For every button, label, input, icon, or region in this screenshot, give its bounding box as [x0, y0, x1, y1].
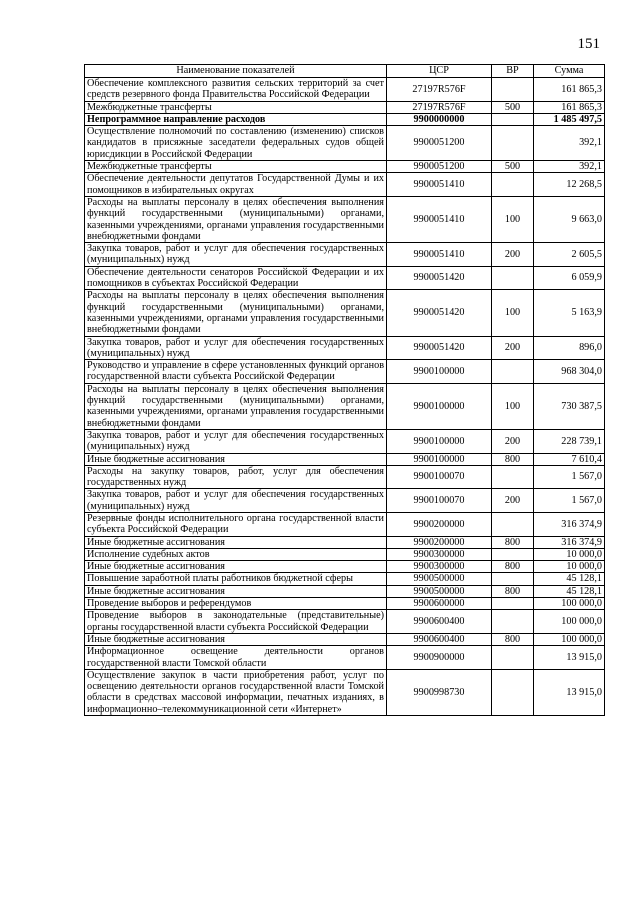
cell-name: Иные бюджетные ассигнования — [85, 561, 387, 573]
cell-vr: 800 — [492, 536, 534, 548]
cell-csr: 9900200000 — [387, 512, 492, 536]
cell-sum: 392,1 — [534, 126, 605, 161]
cell-csr: 9900200000 — [387, 536, 492, 548]
cell-vr — [492, 266, 534, 290]
cell-sum: 10 000,0 — [534, 548, 605, 560]
cell-vr — [492, 113, 534, 125]
cell-csr: 9900100000 — [387, 429, 492, 453]
cell-name: Информационное освещение деятельности органов государственной власти Томской области — [85, 646, 387, 670]
table-row — [85, 598, 605, 610]
cell-sum: 45 128,1 — [534, 585, 605, 597]
cell-vr — [492, 598, 534, 610]
cell-name: Непрограммное направление расходов — [85, 113, 387, 125]
cell-vr — [492, 646, 534, 670]
cell-sum: 392,1 — [534, 161, 605, 173]
table-row — [85, 465, 605, 489]
cell-name: Закупка товаров, работ и услуг для обеспечения государственных (муниципальных) нужд — [85, 429, 387, 453]
cell-csr: 9900000000 — [387, 113, 492, 125]
table-body — [85, 78, 605, 716]
cell-name: Осуществление закупок в части приобретения работ, услуг по освещению деятельности органов государственной власти Томской области в средствах массовой информации, печатных изданиях, в информационно–телекоммуникационной сети «Интернет» — [85, 669, 387, 715]
header-sum: Сумма — [534, 65, 605, 78]
table-row — [85, 383, 605, 429]
cell-csr: 9900051200 — [387, 161, 492, 173]
cell-sum: 13 915,0 — [534, 669, 605, 715]
cell-csr: 9900600400 — [387, 610, 492, 634]
cell-vr — [492, 126, 534, 161]
table-row — [85, 646, 605, 670]
cell-name: Проведение выборов и референдумов — [85, 598, 387, 610]
cell-name: Межбюджетные трансферты — [85, 101, 387, 113]
cell-sum: 100 000,0 — [534, 598, 605, 610]
cell-csr: 9900051420 — [387, 266, 492, 290]
cell-csr: 9900300000 — [387, 561, 492, 573]
cell-sum: 100 000,0 — [534, 610, 605, 634]
cell-name: Закупка товаров, работ и услуг для обеспечения государственных (муниципальных) нужд — [85, 243, 387, 267]
cell-csr: 9900998730 — [387, 669, 492, 715]
table-row — [85, 429, 605, 453]
cell-vr: 800 — [492, 633, 534, 645]
cell-sum: 228 739,1 — [534, 429, 605, 453]
cell-name: Расходы на закупку товаров, работ, услуг для обеспечения государственных нужд — [85, 465, 387, 489]
cell-name: Расходы на выплаты персоналу в целях обеспечения выполнения функций государственными (муниципальными) органами, казенными учреждениями, органами управления государственными внебюджетными фондами — [85, 290, 387, 336]
cell-sum: 161 865,3 — [534, 78, 605, 102]
cell-sum: 100 000,0 — [534, 633, 605, 645]
table-row — [85, 336, 605, 360]
cell-csr: 9900051420 — [387, 290, 492, 336]
cell-vr: 500 — [492, 101, 534, 113]
cell-vr — [492, 548, 534, 560]
cell-name: Повышение заработной платы работников бюджетной сферы — [85, 573, 387, 585]
cell-name: Расходы на выплаты персоналу в целях обеспечения выполнения функций государственными (муниципальными) органами, казенными учреждениями, органами управления государственными внебюджетными фондами — [85, 196, 387, 242]
table-row — [85, 101, 605, 113]
cell-vr — [492, 78, 534, 102]
cell-vr — [492, 573, 534, 585]
cell-vr: 200 — [492, 489, 534, 513]
cell-vr: 200 — [492, 243, 534, 267]
cell-vr: 100 — [492, 290, 534, 336]
cell-sum: 968 304,0 — [534, 360, 605, 384]
table-row — [85, 633, 605, 645]
cell-csr: 9900100000 — [387, 360, 492, 384]
cell-name: Обеспечение деятельности сенаторов Российской Федерации и их помощников в субъектах Российской Федерации — [85, 266, 387, 290]
cell-csr: 9900051410 — [387, 173, 492, 197]
cell-csr: 9900100000 — [387, 453, 492, 465]
table-row — [85, 360, 605, 384]
table-row — [85, 512, 605, 536]
cell-name: Проведение выборов в законодательные (представительные) органы государственной власти субъекта Российской Федерации — [85, 610, 387, 634]
cell-vr: 800 — [492, 561, 534, 573]
cell-name: Обеспечение комплексного развития сельских территорий за счет средств резервного фонда Правительства Российской Федерации — [85, 78, 387, 102]
cell-sum: 12 268,5 — [534, 173, 605, 197]
cell-csr: 9900051420 — [387, 336, 492, 360]
table-row — [85, 489, 605, 513]
cell-vr: 800 — [492, 453, 534, 465]
table-header-row — [85, 65, 605, 78]
cell-sum: 730 387,5 — [534, 383, 605, 429]
cell-csr: 9900300000 — [387, 548, 492, 560]
cell-name: Расходы на выплаты персоналу в целях обеспечения выполнения функций государственными (муниципальными) органами, казенными учреждениями, органами управления государственными внебюджетными фондами — [85, 383, 387, 429]
cell-csr: 27197R576F — [387, 101, 492, 113]
table-row — [85, 573, 605, 585]
cell-name: Закупка товаров, работ и услуг для обеспечения государственных (муниципальных) нужд — [85, 489, 387, 513]
cell-name: Иные бюджетные ассигнования — [85, 633, 387, 645]
cell-sum: 316 374,9 — [534, 536, 605, 548]
cell-name: Резервные фонды исполнительного органа государственной власти субъекта Российской Федерации — [85, 512, 387, 536]
cell-csr: 9900100070 — [387, 489, 492, 513]
cell-vr — [492, 610, 534, 634]
cell-sum: 9 663,0 — [534, 196, 605, 242]
table-row — [85, 669, 605, 715]
table-row — [85, 290, 605, 336]
page-number: 151 — [577, 36, 600, 52]
cell-sum: 161 865,3 — [534, 101, 605, 113]
cell-name: Иные бюджетные ассигнования — [85, 536, 387, 548]
cell-name: Руководство и управление в сфере установленных функций органов государственной власти субъекта Российской Федерации — [85, 360, 387, 384]
cell-csr: 9900600000 — [387, 598, 492, 610]
cell-csr: 9900600400 — [387, 633, 492, 645]
cell-csr: 9900500000 — [387, 585, 492, 597]
cell-vr: 100 — [492, 196, 534, 242]
table-row — [85, 610, 605, 634]
cell-sum: 896,0 — [534, 336, 605, 360]
cell-name: Осуществление полномочий по составлению (изменению) списков кандидатов в присяжные заседатели федеральных судов общей юрисдикции в Российской Федерации — [85, 126, 387, 161]
cell-name: Закупка товаров, работ и услуг для обеспечения государственных (муниципальных) нужд — [85, 336, 387, 360]
table-row — [85, 113, 605, 125]
table-row — [85, 536, 605, 548]
table-row — [85, 266, 605, 290]
cell-csr: 9900051410 — [387, 243, 492, 267]
cell-sum: 13 915,0 — [534, 646, 605, 670]
cell-csr: 9900100070 — [387, 465, 492, 489]
cell-vr: 200 — [492, 429, 534, 453]
header-vr: ВР — [492, 65, 534, 78]
header-csr: ЦСР — [387, 65, 492, 78]
cell-sum: 1 567,0 — [534, 465, 605, 489]
cell-vr — [492, 512, 534, 536]
table-row — [85, 548, 605, 560]
table-row — [85, 243, 605, 267]
table-row — [85, 126, 605, 161]
cell-vr: 200 — [492, 336, 534, 360]
table-row — [85, 78, 605, 102]
cell-vr — [492, 360, 534, 384]
cell-csr: 9900500000 — [387, 573, 492, 585]
table-row — [85, 161, 605, 173]
table-row — [85, 196, 605, 242]
cell-sum: 7 610,4 — [534, 453, 605, 465]
cell-csr: 9900051410 — [387, 196, 492, 242]
cell-sum: 5 163,9 — [534, 290, 605, 336]
cell-vr: 500 — [492, 161, 534, 173]
cell-vr — [492, 465, 534, 489]
cell-csr: 27197R576F — [387, 78, 492, 102]
table-row — [85, 585, 605, 597]
cell-name: Межбюджетные трансферты — [85, 161, 387, 173]
cell-vr: 800 — [492, 585, 534, 597]
cell-csr: 9900051200 — [387, 126, 492, 161]
cell-sum: 45 128,1 — [534, 573, 605, 585]
cell-sum: 1 567,0 — [534, 489, 605, 513]
cell-name: Исполнение судебных актов — [85, 548, 387, 560]
table-row — [85, 453, 605, 465]
cell-csr: 9900900000 — [387, 646, 492, 670]
cell-sum: 2 605,5 — [534, 243, 605, 267]
table-row — [85, 561, 605, 573]
table-row — [85, 173, 605, 197]
cell-vr: 100 — [492, 383, 534, 429]
cell-vr — [492, 173, 534, 197]
cell-sum: 6 059,9 — [534, 266, 605, 290]
cell-csr: 9900100000 — [387, 383, 492, 429]
cell-sum: 1 485 497,5 — [534, 113, 605, 125]
cell-name: Иные бюджетные ассигнования — [85, 453, 387, 465]
cell-name: Иные бюджетные ассигнования — [85, 585, 387, 597]
cell-sum: 316 374,9 — [534, 512, 605, 536]
header-name: Наименование показателей — [85, 65, 387, 78]
budget-table — [84, 64, 605, 716]
cell-sum: 10 000,0 — [534, 561, 605, 573]
cell-vr — [492, 669, 534, 715]
cell-name: Обеспечение деятельности депутатов Государственной Думы и их помощников в избирательных округах — [85, 173, 387, 197]
